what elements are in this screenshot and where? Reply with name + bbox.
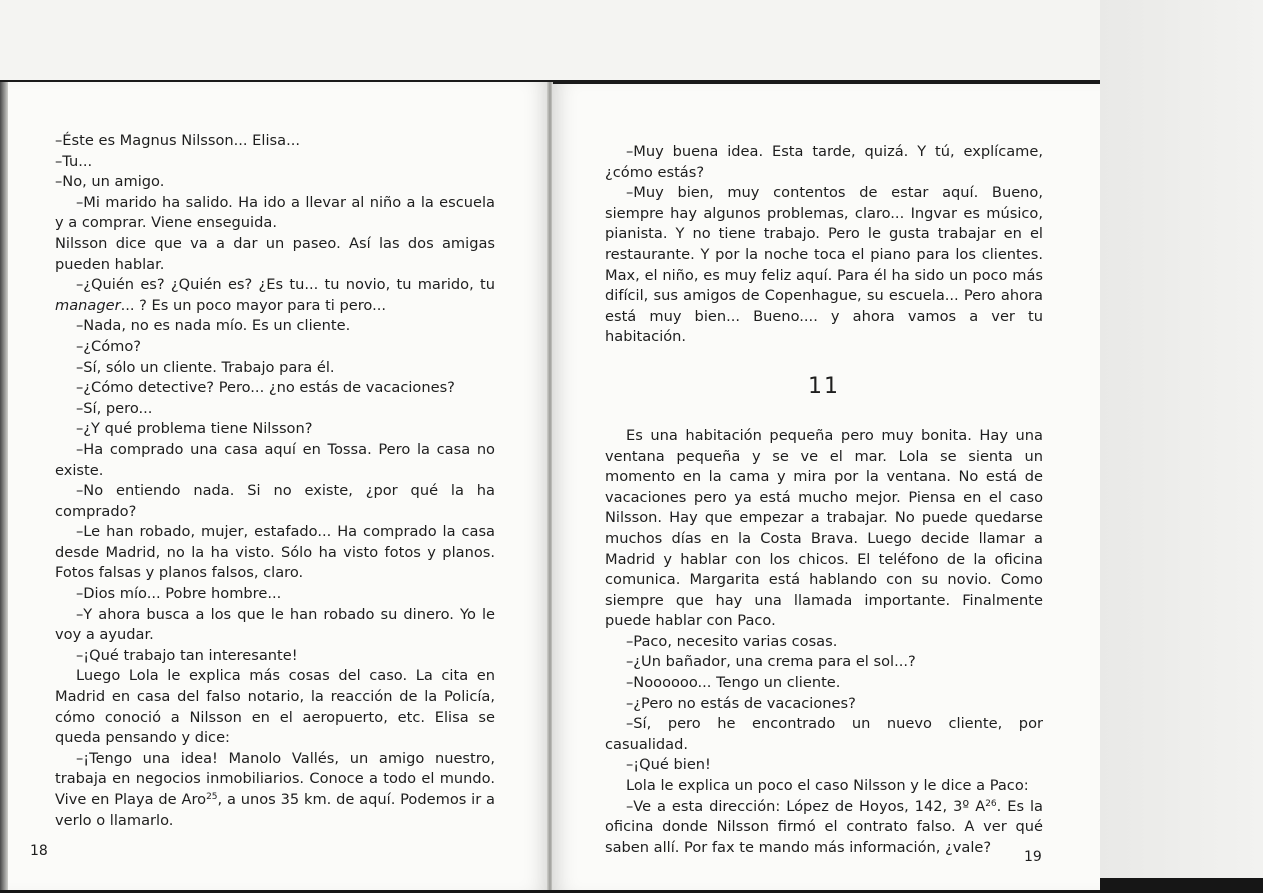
paragraph: –¡Qué trabajo tan interesante! xyxy=(76,646,298,664)
paragraph: –Mi marido ha salido. Ha ido a llevar al niño a la escuela y a comprar. Viene enseguida. xyxy=(55,193,495,232)
paragraph-text: . Es la xyxy=(996,797,1043,815)
paragraph: –Ha comprado una casa aquí en Tossa. Pero la casa no existe. xyxy=(55,440,495,479)
left-page xyxy=(8,82,549,890)
paragraph: –Sí, pero he encontrado un nuevo cliente, por casualidad. xyxy=(605,715,1043,753)
paragraph-text: –Ve a esta dirección: López de Hoyos, 142, 3º A xyxy=(626,797,986,815)
paragraph: –¡Qué bien! xyxy=(626,756,711,774)
paragraph: –Y ahora busca a los que le han robado su dinero. Yo le voy a ayudar. xyxy=(55,605,495,644)
right-page xyxy=(552,84,1100,890)
paragraph-text: –¿Quién es? ¿Quién es? ¿Es tu... tu novio, tu marido, tu xyxy=(76,276,495,294)
background-right xyxy=(1100,0,1263,893)
left-page-text xyxy=(55,131,495,831)
paragraph: –¿Cómo? xyxy=(76,337,142,355)
paragraph xyxy=(55,275,495,316)
paragraph-text: oficina donde Nilsson firmó el contrato falso. A ver qué saben allí. Por fax te mando más información, ¿vale? xyxy=(605,818,1043,856)
paragraph: Nilsson dice que va a dar un paseo. Así las dos amigas pueden hablar. xyxy=(55,234,495,273)
paragraph: –¿Pero no estás de vacaciones? xyxy=(626,694,856,712)
paragraph: –Nada, no es nada mío. Es un cliente. xyxy=(76,317,351,335)
paragraph: Es una habitación pequeña pero muy bonita. Hay una ventana pequeña y se ve el mar. Lola se sienta un momento en la cama y mira por la ventana. No está de vacaciones pero ya está mucho mejor. Piensa en el caso Nilsson. Hay que empezar a trabajar. No puede quedarse muchos días en la Costa Brava. Luego decide llamar a Madrid y hablar con los chicos. El teléfono de la oficina comunica. Margarita está hablando con su novio. Como siempre que hay una llamada importante. Finalmente puede hablar con Paco. xyxy=(605,426,1043,630)
paragraph: –Muy bien, muy contentos de estar aquí. Bueno, siempre hay algunos problemas, claro... Ingvar es músico, pianista. Y no tiene trabajo. Pero le gusta trabajar en el restaurante. Y por la noche toca el piano para los clientes. Max, el niño, es muy feliz aquí. Para él ha sido un poco más difícil, sus amigos de Copenhague, su escuela... Pero ahora está muy bien... Bueno.... y ahora vamos a ver tu habitación. xyxy=(605,184,1043,346)
paragraph: –No, un amigo. xyxy=(55,173,165,191)
page-number: 19 xyxy=(1024,849,1042,865)
paragraph: –Muy buena idea. Esta tarde, quizá. Y tú, explícame, ¿cómo estás? xyxy=(605,143,1043,181)
paragraph: –Tu... xyxy=(55,152,93,170)
paragraph: –Noooooo... Tengo un cliente. xyxy=(626,674,841,692)
paragraph xyxy=(605,797,1043,859)
page-number: 18 xyxy=(30,843,48,859)
paragraph: –Éste es Magnus Nilsson... Elisa... xyxy=(55,132,300,149)
paragraph: –No entiendo nada. Si no existe, ¿por qué la ha comprado? xyxy=(55,482,495,520)
paragraph: –¿Un bañador, una crema para el sol...? xyxy=(626,653,916,671)
paragraph-text: , a unos 35 km. de aquí. Podemos ir a xyxy=(217,791,495,808)
paragraph-text: –¡Tengo una idea! Manolo Vallés, un amigo nuestro, trabaja en negocios inmobiliarios. Conoce a todo el mundo. Vive en Playa de Aro xyxy=(55,749,495,808)
paragraph-text: ... ? Es un poco mayor para ti pero... xyxy=(120,296,386,314)
chapter-number: 11 xyxy=(808,373,840,399)
paragraph: –Le han robado, mujer, estafado... Ha comprado la casa desde Madrid, no la ha visto. Sólo ha visto fotos y planos. Fotos falsas y planos falsos, claro. xyxy=(55,523,495,582)
footnote-marker: 25 xyxy=(206,792,218,802)
paragraph: –Sí, pero... xyxy=(76,399,153,417)
paragraph xyxy=(55,749,495,831)
paragraph: –Sí, sólo un cliente. Trabajo para él. xyxy=(76,358,335,376)
italic-word: manager xyxy=(55,296,121,314)
paragraph: –¿Cómo detective? Pero... ¿no estás de vacaciones? xyxy=(76,379,455,397)
paragraph: –Paco, necesito varias cosas. xyxy=(626,632,838,650)
paragraph: Luego Lola le explica más cosas del caso. La cita en Madrid en casa del falso notario, la reacción de la Policía, cómo conoció a Nilsson en el aeropuerto, etc. Elisa se queda pensando y dice: xyxy=(55,667,495,747)
background-top xyxy=(0,0,1263,80)
paragraph: –¿Y qué problema tiene Nilsson? xyxy=(76,420,313,438)
paragraph-text: verlo o llamarlo. xyxy=(55,811,174,829)
paragraph: –Dios mío... Pobre hombre... xyxy=(76,585,282,603)
footnote-marker: 26 xyxy=(985,798,997,809)
paragraph: Lola le explica un poco el caso Nilsson y le dice a Paco: xyxy=(626,777,1029,795)
book-left-edge xyxy=(0,82,8,890)
right-page-text xyxy=(605,142,1043,858)
